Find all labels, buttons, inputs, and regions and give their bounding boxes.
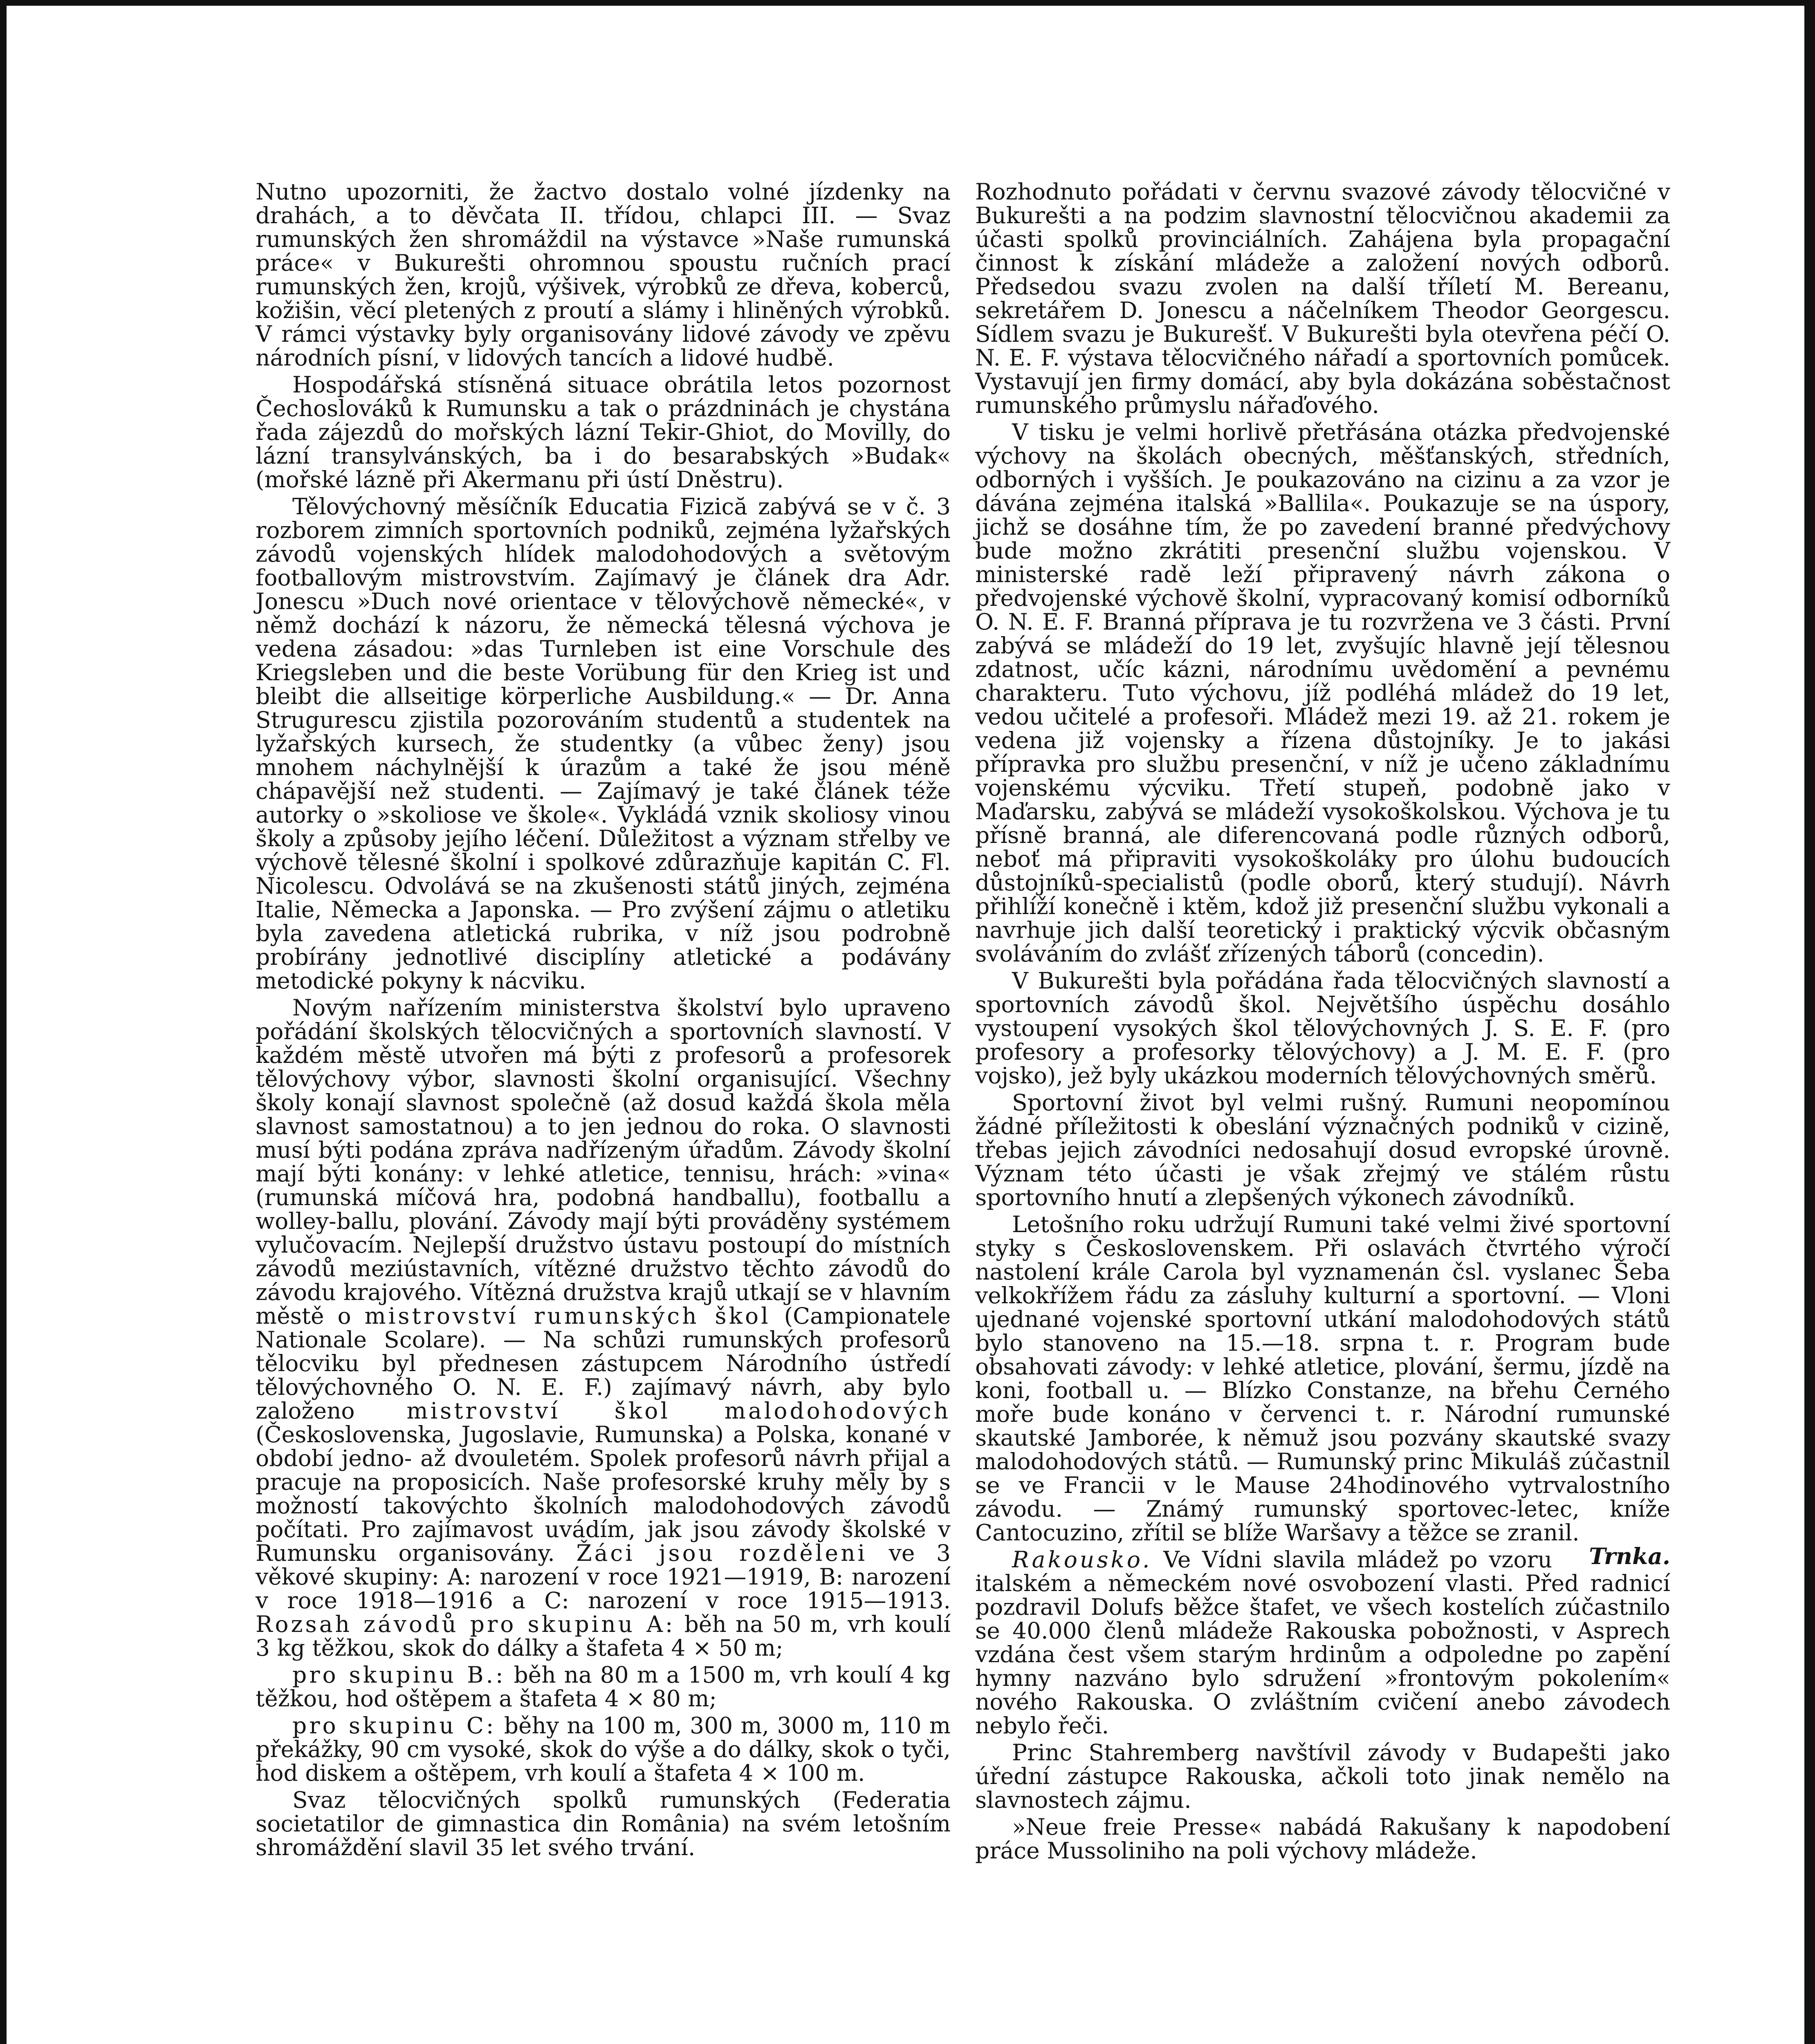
- text-run: běh na 50 m, vrh koulí 3 kg těžkou, skok do dálky a štafeta 4 × 50 m;: [256, 1611, 951, 1661]
- text-run: Letošního roku udržují Rumuni také velmi živé sportovní styky s Československem. Při oslavách čtvrtého výročí nastolení krále Carola byl vyznamenán čsl. vyslanec Šeba velkokřížem řádu za zásluhy kulturní a sportovní. — Vloni ujednané vojenské sportovní utkání malodohodových států bylo stanoveno na 15.—18. srpna t. r. Program bude obsahovati závody: v lehké atletice, plování, šermu, jízdě na koni, football u. — Blízko Constanze, na břehu Černého moře bude konáno v červenci t. r. Národní rumunské skautské Jamborée, k němuž jsou pozvány skautské svazy malodohodových států. — Rumunský princ Mikuláš zúčastnil se ve Francii v le Mause 24hodinového vytrvalostního závodu. — Známý rumunský sportovec-letec, kníže Cantocuzino, zřítil se blíže Waršavy a těžce se zranil.: [975, 1211, 1670, 1546]
- paragraph: [256, 1714, 951, 1785]
- spaced-text: mistrovství rumunských škol: [364, 1303, 771, 1329]
- scan-edge-right: [1804, 0, 1815, 2044]
- text-run: Ve Vídni slavila mládež po vzoru italském a německém nové osvobození vlasti. Před radnicí pozdravil Dolufs běžce štafet, ve všech kostelích zúčastnilo se 40.000 členů mládeže Rakouska pobožnosti, v Asprech vzdána čest všem starým hrdinům a odpoledne po zapění hymny nazváno bylo sdružení »frontovým pokolením« nového Rakouska. O zvláštním cvičení anebo závodech nebylo řeči.: [975, 1546, 1670, 1739]
- paragraph: V tisku je velmi horlivě přetřásána otázka předvojenské výchovy na školách obecných, měšťanských, středních, odborných i vyšších. Je poukazováno na cizinu a za vzor je dávána zejména italská »Ballila«. Poukazuje se na úspory, jichž se dosáhne tím, že po zavedení branné předvýchovy bude možno zkrátiti presenční službu vojenskou. V ministerské radě leží připravený návrh zákona o předvojenské výchově školní, vypracovaný komisí odborníků O. N. E. F. Branná příprava je tu rozvržena ve 3 části. První zabývá se mládeží do 19 let, zvyšujíc hlavně její tělesnou zdatnost, učíc kázni, národnímu uvědomění a pevnému charakteru. Tuto výchovu, jíž podléhá mládež do 19 let, vedou učitelé a profesoři. Mládež mezi 19. až 21. rokem je vedena již vojensky a řízena důstojníky. Je to jakási přípravka pro službu presenční, v níž je učeno základnímu vojenskému výcviku. Třetí stupeň, podobně jako v Maďarsku, zabývá se mládeží vysokoškolskou. Výchova je tu přísně branná, ale diferencovaná podle různých odborů, neboť má připraviti vysokoškoláky pro úlohu budoucích důstojníků-specialistů (podle oborů, který studují). Návrh přihlíží konečně i ktěm, kdož již presenční službu vykonali a navrhuje jich další teoretický i praktický výcvik občasným svoláváním do zvlášť zřízených táborů (concedin).: [975, 419, 1670, 967]
- paragraph: Princ Stahremberg navštívil závody v Budapešti jako úřední zástupce Rakouska, ačkoli toto jinak nemělo na slavnostech zájmu.: [975, 1739, 1670, 1813]
- author-signature: Trnka.: [1589, 1543, 1670, 1569]
- text-run: běh na 80 m a 1500 m, vrh koulí 4 kg těžkou, hod oštěpem a štafeta 4 × 80 m;: [256, 1662, 951, 1712]
- section-country-heading: Rakousko.: [1012, 1546, 1152, 1573]
- spaced-text: pro skupinu C:: [292, 1712, 496, 1739]
- paragraph: Nutno upozorniti, že žactvo dostalo volné jízdenky na drahách, a to děvčata II. třídou, chlapci III. — Svaz rumunských žen shromáždil na výstavce »Naše rumunská práce« v Bukurešti ohromnou spoustu ručních prací rumunských žen, krojů, výšivek, výrobků ze dřeva, koberců, kožišin, věcí pletených z proutí a slámy i hliněných výrobků. V rámci výstavky byly organisovány lidové závody ve zpěvu národních písní, v lidových tancích a lidové hudbě.: [256, 179, 951, 371]
- left-column: [256, 180, 951, 1862]
- spaced-text: pro skupinu B.:: [292, 1662, 506, 1688]
- paragraph: [256, 1663, 951, 1710]
- text-run: běhy na 100 m, 300 m, 3000 m, 110 m překážky, 90 cm vysoké, skok do výše a do dálky, skok o tyči, hod diskem a oštěpem, vrh koulí a štafeta 4 × 100 m.: [256, 1712, 951, 1786]
- paragraph: Svaz tělocvičných spolků rumunských (Federatia societatilor de gimnastica din România) na svém letošním shromáždění slavil 35 let svého trvání.: [256, 1787, 951, 1860]
- text-run: Novým nařízením ministerstva školství bylo upraveno pořádání školských tělocvičných a sportovních slavností. V každém městě utvořen má býti z profesorů a profesorek tělovýchovy výbor, slavnosti školní organisující. Všechny školy konají slavnost společně (až dosud každá škola měla slavnost samostatnou) a to jen jednou do roka. O slavnosti musí býti podána zpráva nadřízeným úřadům. Závody školní mají býti konány: v lehké atletice, tennisu, hrách: »vina« (rumunská míčová hra, podobná handballu), footballu a wolley-ballu, plování. Závody mají býti prováděny systémem vylučovacím. Nejlepší družstvo ústavu postoupí do místních závodů meziústavních, vítězné družstvo těchto závodů do závodu krajového. Vítězná družstva krajů utkají se v hlavním městě o: [256, 995, 951, 1329]
- paragraph: »Neue freie Presse« nabádá Rakušany k napodobení práce Mussoliniho na poli výchovy mládeže.: [975, 1814, 1670, 1864]
- right-column: [975, 180, 1670, 1866]
- text-run: ve 3 věkové skupiny: A: narození v roce 1921—1919, B: narození v roce 1918—1916 a C: narození v roce 1915—1913.: [256, 1540, 951, 1614]
- paragraph: V Bukurešti byla pořádána řada tělocvičných slavností a sportovních závodů škol. Největšího úspěchu dosáhlo vystoupení vysokých škol tělovýchovných J. S. E. F. (pro profesory a profesorky tělovýchovy) a J. M. E. F. (pro vojsko), jež byly ukázkou moderních tělovýchovných směrů.: [975, 968, 1670, 1089]
- text-run: (Československa, Jugoslavie, Rumunska) a Polska, konané v období jedno- až dvouletém. Spolek profesorů návrh přijal a pracuje na proposicích. Naše profesorské kruhy měly by s možností takovýchto školních malodohodových závodů počítati. Pro zajímavost uvádím, jak jsou závody školské v Rumunsku organisovány.: [256, 1421, 951, 1566]
- paragraph: [256, 996, 951, 1660]
- scan-edge-left: [0, 0, 7, 2044]
- text-run: (Campionatele Nationale Scolare). — Na schůzi rumunských profesorů tělocviku byl přednesen zástupcem Národního ústředí tělovýchovného O. N. E. F.) zajímavý návrh, aby bylo založeno: [256, 1303, 951, 1424]
- paragraph: Sportovní život byl velmi rušný. Rumuni neopomínou žádné příležitosti k obeslání význačných podniků v cizině, třebas jejich závodníci nedosahují dosud evropské úrovně. Význam této účasti je však zřejmý ve stálém růstu sportovního hnutí a zlepšených výkonech závodníků.: [975, 1089, 1670, 1210]
- spaced-text: Žáci jsou rozděleni: [576, 1540, 868, 1566]
- paragraph: [975, 1548, 1670, 1737]
- paragraph: Rozhodnuto pořádati v červnu svazové závody tělocvičné v Bukurešti a na podzim slavnostní tělocvičnou akademii za účasti spolků provinciálních. Zahájena byla propagační činnost k získání mládeže a založení nových odborů. Předsedou svazu zvolen na další tříletí M. Bereanu, sekretářem D. Jonescu a náčelníkem Theodor Georgescu. Sídlem svazu je Bukurešť. V Bukurešti byla otevřena péčí O. N. E. F. výstava tělocvičného nářadí a sportovních pomůcek. Vystavují jen firmy domácí, aby byla dokázána soběstačnost rumunského průmyslu nářaďového.: [975, 179, 1670, 418]
- spaced-text: Rozsah závodů pro skupinu A:: [256, 1611, 675, 1637]
- paragraph: Tělovýchovný měsíčník Educatia Fizică zabývá se v č. 3 rozborem zimních sportovních podniků, zejména lyžařských závodů vojenských hlídek malodohodových a světovým footballovým mistrovstvím. Zajímavý je článek dra Adr. Jonescu »Duch nové orientace v tělovýchově německé«, v němž dochází k názoru, že německá tělesná výchova je vedena zásadou: »das Turnleben ist eine Vorschule des Kriegsleben und die beste Vorübung für den Krieg ist und bleibt die allseitige körperliche Ausbildung.« — Dr. Anna Struguresсu zjistila pozorováním studentů a studentek na lyžařských kursech, že studentky (a vůbec ženy) jsou mnohem náchylnější k úrazům a také že jsou méně chápavější než studenti. — Zajímavý je také článek téže autorky o »skoliose ve škole«. Vykládá vznik skoliosy vinou školy a způsoby jejího léčení. Důležitost a význam střelby ve výchově tělesné školní i spolkové zdůrazňuje kapitán C. Fl. Nicolescu. Odvolává se na zkušenosti států jiných, zejména Italie, Německa a Japonska. — Pro zvýšení zájmu o atletiku byla zavedena atletická rubrika, v níž jsou podrobně probírány jednotlivé disciplíny atletické a podávány metodické pokyny k nácviku.: [256, 493, 951, 994]
- spaced-text: mistrovství škol malodohodových: [406, 1398, 951, 1424]
- paragraph: Hospodářská stísněná situace obrátila letos pozornost Čechoslováků k Rumunsku a tak o prázdninách je chystána řada zájezdů do mořských lázní Tekir-Ghiot, do Movilly, do lázní transylvánských, ba i do besarabských »Budak« (mořské lázně při Akermanu při ústí Dněstru).: [256, 372, 951, 493]
- scan-edge-top: [0, 0, 1815, 6]
